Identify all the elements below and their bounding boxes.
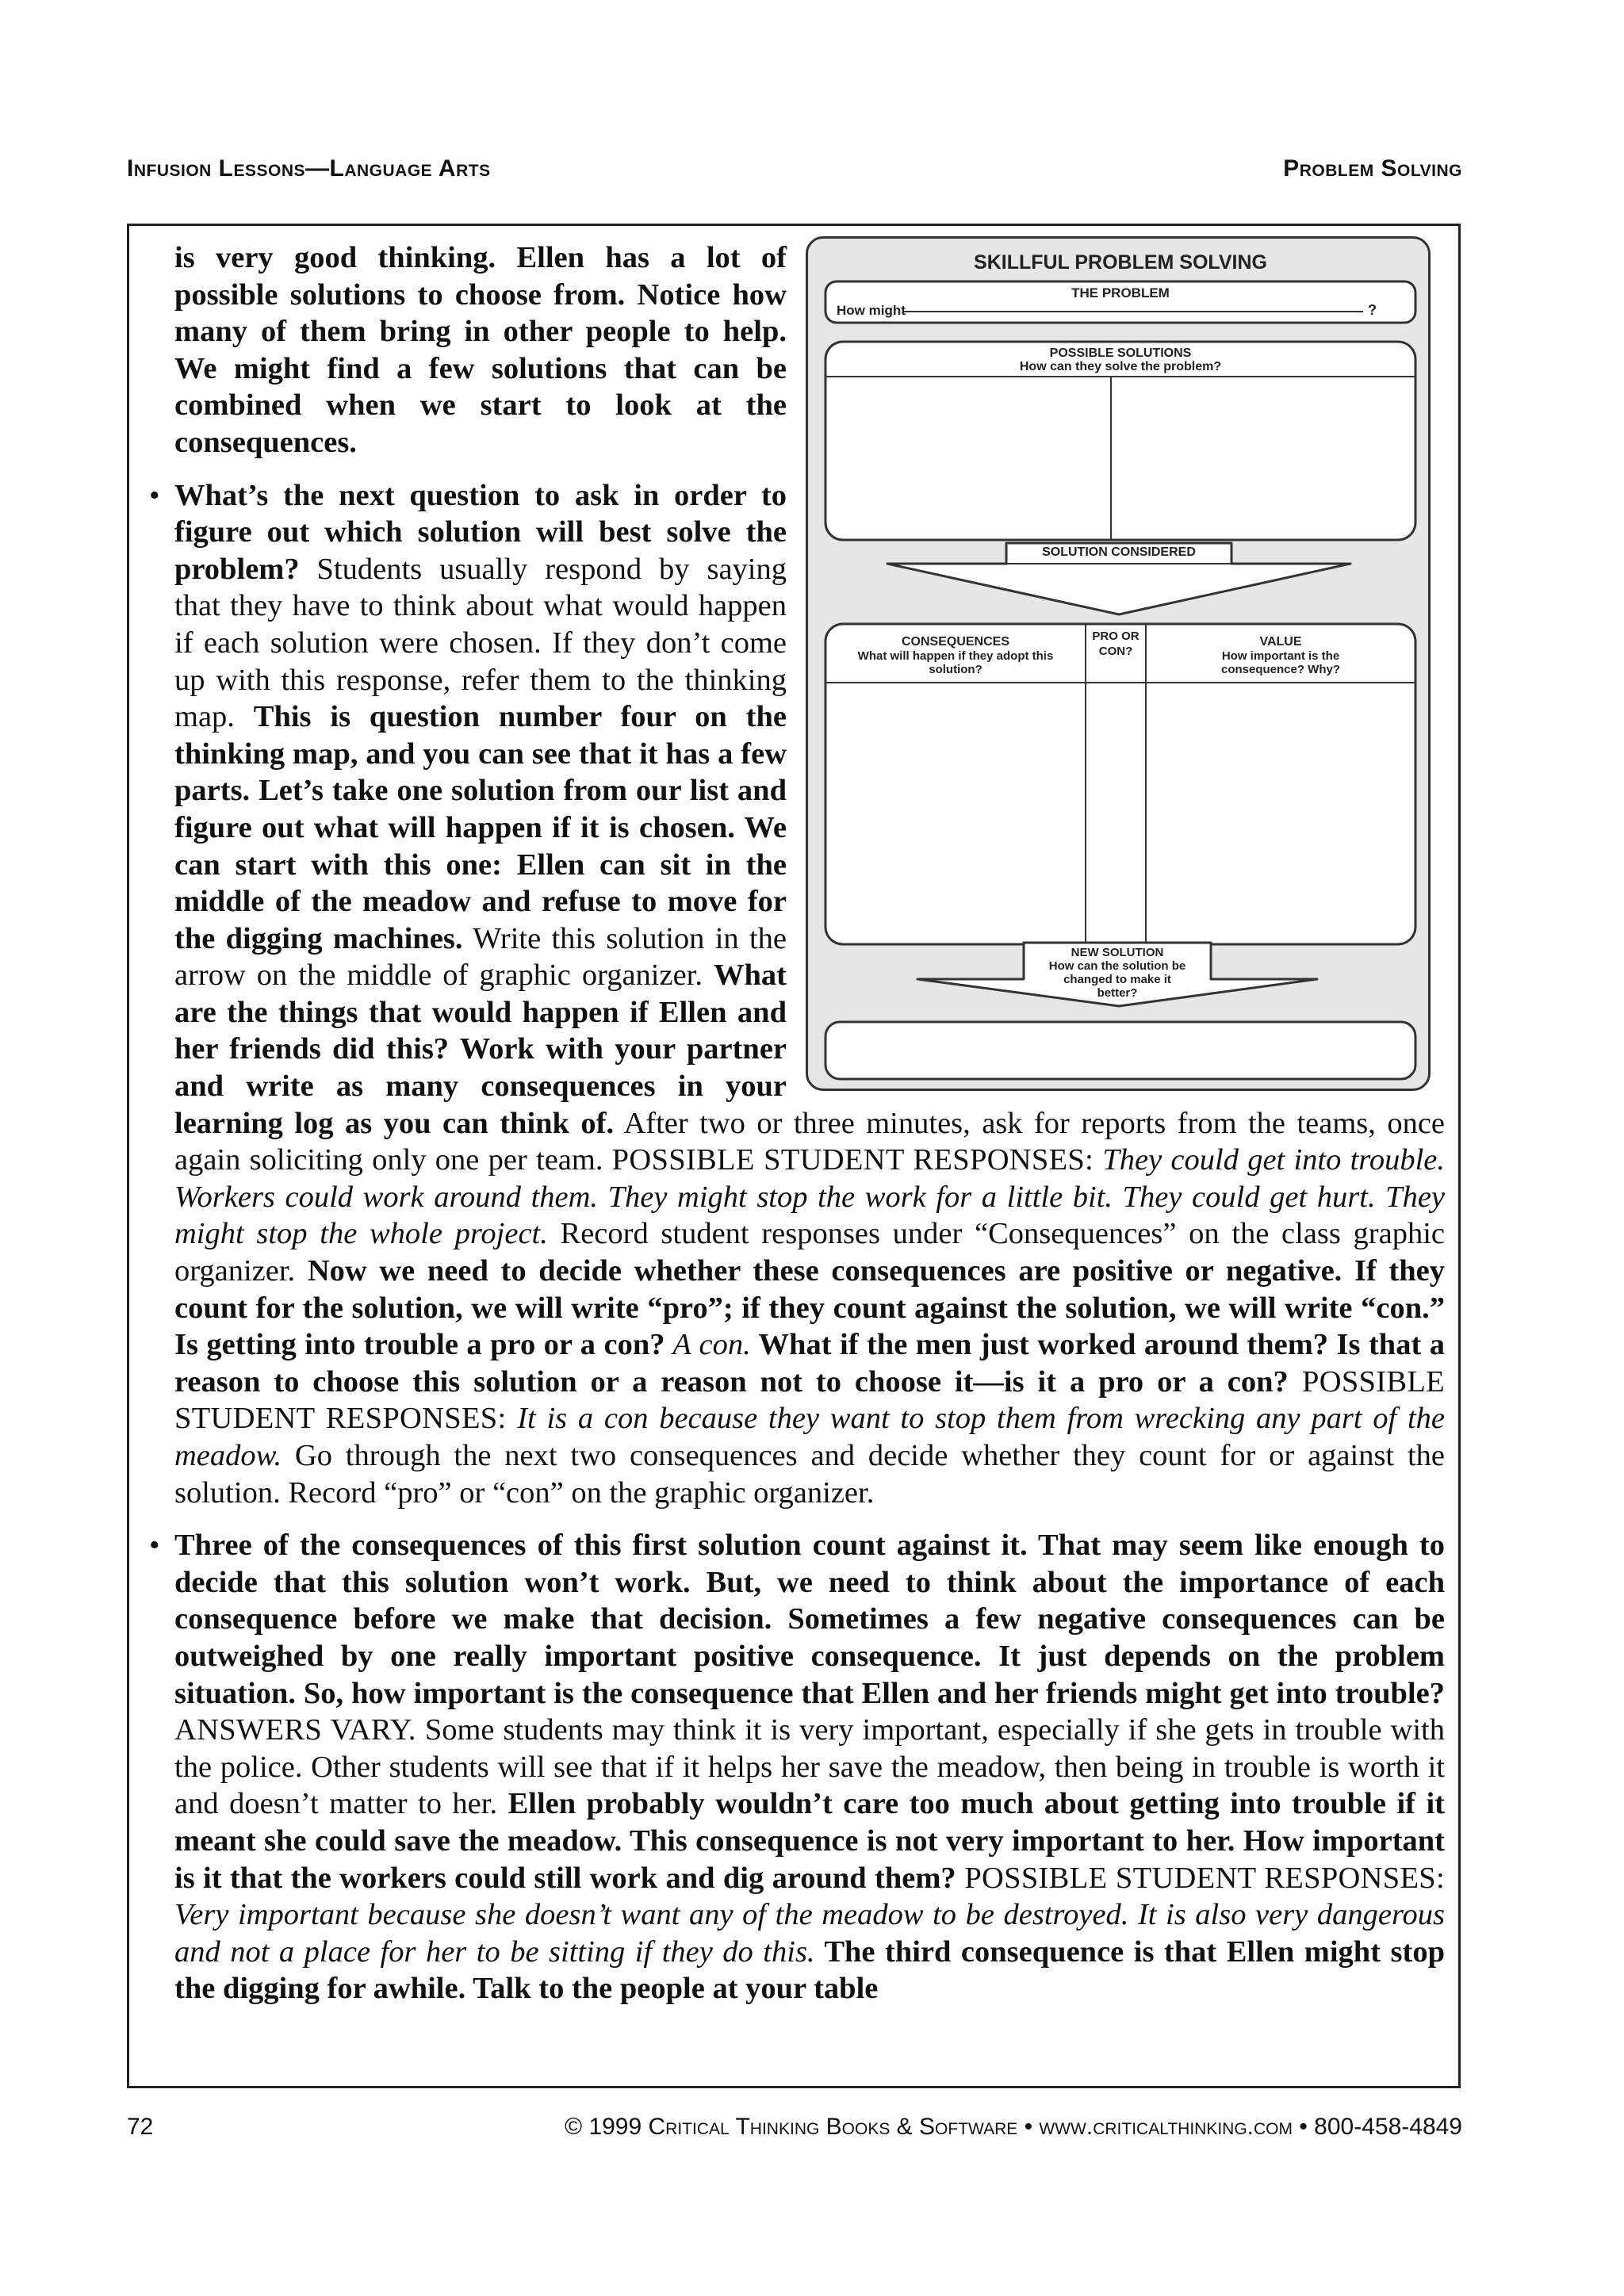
problem-label: THE PROBLEM (1071, 285, 1170, 300)
solutions-sub: How can they solve the problem? (1019, 360, 1222, 373)
organizer-title: SKILLFUL PROBLEM SOLVING (974, 251, 1267, 274)
problem-question-mark: ? (1368, 302, 1377, 318)
running-header-right: Problem Solving (1283, 155, 1462, 182)
bullet-marker: • (149, 1529, 160, 1563)
consequences-label: CONSEQUENCES (901, 635, 1010, 649)
bullet-marker: • (149, 478, 160, 512)
value-sub: How important is the consequence? Why? (1220, 649, 1341, 676)
pro-con-label: PRO OR CON? (1092, 629, 1139, 658)
consequences-sub: What will happen if they adopt this solution? (857, 649, 1054, 676)
how-might-label: How might (837, 303, 906, 318)
new-solution-sub: How can the solution be changed to make it better? (1048, 959, 1186, 1000)
solution-considered-label: SOLUTION CONSIDERED (1042, 545, 1196, 559)
running-header-left: Infusion Lessons—Language Arts (127, 155, 491, 182)
bullet-paragraph-2: • What’s the next question to ask in order to figure out which solution will best solve the problem? Students usually respond by saying that they have to think about what would happen if each solution were chosen. If they don’t come up with this response, refer them to the thinking map. This is question number four on the thinking map, and you can see that it has a few parts. Let’s take one solution from our list and figure out what will happen if it is chosen. We can start with this one: Ellen can sit in the middle of the meadow and refuse to move for the digging machines. Write this solution in the arrow on the middle of graphic organizer. What are the things that would happen if Ellen and her friends did this? Work with your partner and write as many consequences in your learning log as you can think of. After two or three minutes, ask for reports from the teams, once again soliciting only one per team. POSSIBLE STUDENT RESPONSES: They could get into trouble. Workers could work around them. They might stop the work for a little bit. They could get hurt. They might stop the whole project. Record student responses under “Consequences” on the class graphic organizer. Now we need to decide whether these consequences are positive or negative. If they count for the solution, we will write “pro”; if they count against the solution, we will write “con.” Is getting into trouble a pro or a con? A con. What if the men just worked around them? Is that a reason to choose this solution or a reason not to choose it—is it a pro or a con? POSSIBLE STUDENT RESPONSES: It is a con because they want to stop them from wrecking any part of the meadow. Go through the next two consequences and decide whether they count for or against the solution. Record “pro” or “con” on the graphic organizer. (149, 478, 1445, 1510)
page-number: 72 (127, 2114, 154, 2140)
value-label: VALUE (1259, 635, 1302, 649)
paragraph-1: is very good thinking. Ellen has a lot of possible solutions to choose from. Notice how many of them bring in other people to help. We might find a few solutions that can be combined when we start to look at the consequences. (174, 241, 787, 459)
body-text (149, 239, 1445, 2023)
bullet-paragraph-3: • Three of the consequences of this first solution count against it. That may seem like enough to decide that this solution won’t work. But, we need to think about the importance of each consequence before we make that decision. Sometimes a few negative consequences can be outweighed by one really important positive consequence. It just depends on the problem situation. So, how important is the consequence that Ellen and her friends might get into trouble? ANSWERS VARY. Some students may think it is very important, especially if she gets in trouble with the police. Other students will see that if it helps her save the meadow, then being in trouble is worth it and doesn’t matter to her. Ellen probably wouldn’t care too much about getting into trouble if it meant she could save the meadow. This consequence is not very important to her. How important is it that the workers could still work and dig around them? POSSIBLE STUDENT RESPONSES: Very important because she doesn’t want any of the meadow to be destroyed. It is also very dangerous and not a place for her to be sitting if they do this. The third consequence is that Ellen might stop the digging for awhile. Talk to the people at your table (149, 1529, 1445, 2006)
new-solution-label: NEW SOLUTION (1071, 946, 1164, 959)
footer-copyright: © 1999 Critical Thinking Books & Software • www.criticalthinking.com • 800-458-4849 (565, 2114, 1462, 2140)
solutions-label: POSSIBLE SOLUTIONS (1049, 346, 1192, 360)
